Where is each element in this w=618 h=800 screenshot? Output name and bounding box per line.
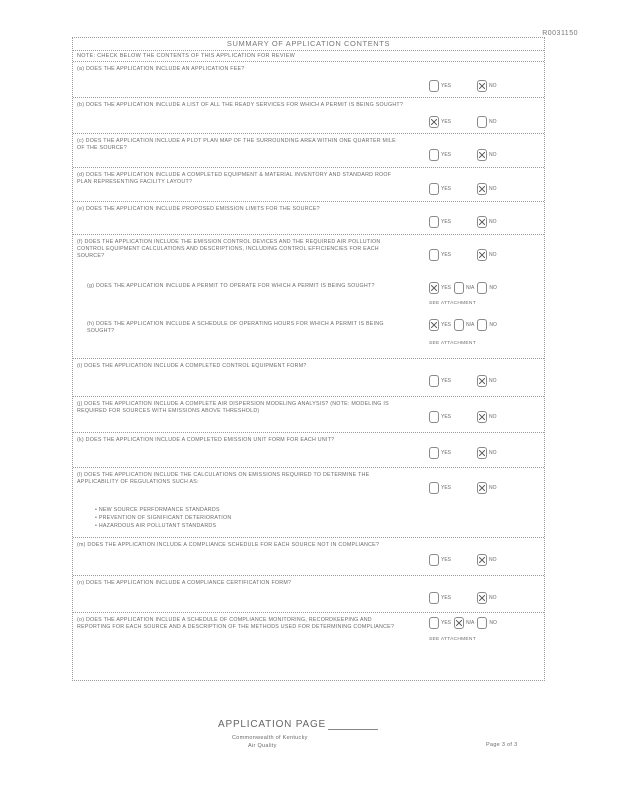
answer-group <box>429 617 500 629</box>
question-row <box>73 134 544 168</box>
yes-label: YES <box>441 186 452 192</box>
yes-checkbox[interactable] <box>429 375 439 387</box>
yes-checkbox[interactable] <box>429 592 439 604</box>
list-item: • HAZARDOUS AIR POLLUTANT STANDARDS <box>95 522 231 530</box>
no-checkbox[interactable] <box>477 216 487 228</box>
answer-group <box>429 216 523 228</box>
attachment-note: SEE ATTACHMENT <box>429 637 476 642</box>
question-row <box>73 538 544 576</box>
no-checkbox[interactable] <box>477 319 487 331</box>
yes-checkbox[interactable] <box>429 216 439 228</box>
answer-group <box>429 375 523 387</box>
form-subheading: NOTE: CHECK BELOW THE CONTENTS OF THIS APPLICATION FOR REVIEW <box>73 51 544 62</box>
no-label: NO <box>489 378 497 384</box>
question-text: (a) DOES THE APPLICATION INCLUDE AN APPLICATION FEE? <box>77 66 245 72</box>
yes-label: YES <box>441 119 452 125</box>
no-checkbox[interactable] <box>477 411 487 423</box>
yes-label: YES <box>441 378 452 384</box>
no-label: NO <box>489 414 497 420</box>
answer-group <box>429 183 523 195</box>
yes-label: YES <box>441 285 452 291</box>
yes-label: YES <box>441 83 452 89</box>
answer-group <box>429 249 523 261</box>
answer-group <box>429 554 523 566</box>
answer-group <box>429 411 523 423</box>
attachment-note: SEE ATTACHMENT <box>429 341 476 346</box>
na-label: N/A <box>466 285 475 291</box>
question-row <box>73 468 544 538</box>
footer-agency: Commonwealth of Kentucky <box>232 735 308 741</box>
no-checkbox[interactable] <box>477 149 487 161</box>
no-checkbox[interactable] <box>477 375 487 387</box>
regulation-list <box>95 506 231 530</box>
yes-checkbox[interactable] <box>429 617 439 629</box>
answer-group <box>429 80 523 92</box>
yes-checkbox[interactable] <box>429 282 439 294</box>
question-text: (n) DOES THE APPLICATION INCLUDE A COMPLIANCE CERTIFICATION FORM? <box>77 580 292 586</box>
question-row <box>73 168 544 202</box>
no-checkbox[interactable] <box>477 554 487 566</box>
footer-title: APPLICATION PAGE <box>218 719 378 730</box>
question-text: (k) DOES THE APPLICATION INCLUDE A COMPLETED EMISSION UNIT FORM FOR EACH UNIT? <box>77 437 335 443</box>
no-checkbox[interactable] <box>477 447 487 459</box>
question-text: (e) DOES THE APPLICATION INCLUDE PROPOSED EMISSION LIMITS FOR THE SOURCE? <box>77 206 320 212</box>
question-text: (m) DOES THE APPLICATION INCLUDE A COMPLIANCE SCHEDULE FOR EACH SOURCE NOT IN COMPLIANCE? <box>77 542 380 548</box>
question-text: (g) DOES THE APPLICATION INCLUDE A PERMIT TO OPERATE FOR WHICH A PERMIT IS BEING SOUGHT? <box>87 283 375 289</box>
answer-group <box>429 447 523 459</box>
form-title: SUMMARY OF APPLICATION CONTENTS <box>73 38 544 51</box>
na-checkbox[interactable] <box>454 319 464 331</box>
no-label: NO <box>489 620 497 626</box>
answer-group <box>429 592 523 604</box>
no-checkbox[interactable] <box>477 80 487 92</box>
yes-checkbox[interactable] <box>429 249 439 261</box>
list-item: • NEW SOURCE PERFORMANCE STANDARDS <box>95 506 231 514</box>
question-text: (f) DOES THE APPLICATION INCLUDE THE EMISSION CONTROL DEVICES AND THE REQUIRED AIR POLLUTION CONTROL EQUIPMENT CALCULATIONS AND DESCRIPTIONS, INCLUDING CONTROL EFFICIENCIES FOR EACH SOURCE? <box>77 239 381 259</box>
no-label: NO <box>489 450 497 456</box>
question-text: (j) DOES THE APPLICATION INCLUDE A COMPLETE AIR DISPERSION MODELING ANALYSIS? (NOTE: MODELING IS REQUIRED FOR SOURCES WITH EMISSIONS ABOVE THRESHOLD) <box>77 401 389 414</box>
question-row <box>73 235 544 359</box>
yes-checkbox[interactable] <box>429 149 439 161</box>
list-item: • PREVENTION OF SIGNIFICANT DETERIORATION <box>95 514 231 522</box>
answer-group <box>429 116 523 128</box>
footer-division: Air Quality <box>248 743 277 749</box>
question-row <box>73 359 544 397</box>
question-row <box>73 613 544 669</box>
yes-checkbox[interactable] <box>429 183 439 195</box>
answer-group <box>429 482 523 494</box>
na-checkbox[interactable] <box>454 617 464 629</box>
question-row <box>73 98 544 134</box>
question-text: (h) DOES THE APPLICATION INCLUDE A SCHEDULE OF OPERATING HOURS FOR WHICH A PERMIT IS BEING SOUGHT? <box>87 321 384 334</box>
question-row <box>73 202 544 235</box>
yes-label: YES <box>441 450 452 456</box>
yes-label: YES <box>441 414 452 420</box>
no-label: NO <box>489 322 497 328</box>
question-text: (b) DOES THE APPLICATION INCLUDE A LIST OF ALL THE READY SERVICES FOR WHICH A PERMIT IS BEING SOUGHT? <box>77 102 404 108</box>
no-checkbox[interactable] <box>477 592 487 604</box>
question-text: (i) DOES THE APPLICATION INCLUDE A COMPLETED CONTROL EQUIPMENT FORM? <box>77 363 307 369</box>
no-label: NO <box>489 219 497 225</box>
answer-group <box>429 282 500 294</box>
no-label: NO <box>489 252 497 258</box>
yes-label: YES <box>441 485 452 491</box>
no-label: NO <box>489 285 497 291</box>
na-checkbox[interactable] <box>454 282 464 294</box>
question-row <box>73 62 544 98</box>
yes-checkbox[interactable] <box>429 554 439 566</box>
yes-label: YES <box>441 620 452 626</box>
no-checkbox[interactable] <box>477 282 487 294</box>
answer-group <box>429 319 500 331</box>
no-label: NO <box>489 119 497 125</box>
attachment-note: SEE ATTACHMENT <box>429 301 476 306</box>
question-text: (c) DOES THE APPLICATION INCLUDE A PLOT PLAN MAP OF THE SURROUNDING AREA WITHIN ONE QUARTER MILE OF THE SOURCE? <box>77 138 396 151</box>
no-checkbox[interactable] <box>477 482 487 494</box>
no-checkbox[interactable] <box>477 249 487 261</box>
yes-label: YES <box>441 252 452 258</box>
question-row <box>73 576 544 613</box>
answer-group <box>429 149 523 161</box>
question-row <box>73 397 544 433</box>
yes-label: YES <box>441 557 452 563</box>
question-text: (o) DOES THE APPLICATION INCLUDE A SCHEDULE OF COMPLIANCE MONITORING, RECORDKEEPING AND REPORTING FOR EACH SOURCE AND A DESCRIPTION OF THE METHODS USED FOR DETERMINING COMPLIANCE? <box>77 617 395 630</box>
no-label: NO <box>489 485 497 491</box>
no-label: NO <box>489 152 497 158</box>
no-checkbox[interactable] <box>477 116 487 128</box>
no-label: NO <box>489 186 497 192</box>
yes-checkbox[interactable] <box>429 482 439 494</box>
question-row <box>73 433 544 468</box>
no-label: NO <box>489 557 497 563</box>
question-text: (d) DOES THE APPLICATION INCLUDE A COMPLETED EQUIPMENT & MATERIAL INVENTORY AND STANDARD ROOF PLAN REPRESENTING FACILITY LAYOUT? <box>77 172 392 185</box>
yes-checkbox[interactable] <box>429 319 439 331</box>
yes-checkbox[interactable] <box>429 116 439 128</box>
no-label: NO <box>489 595 497 601</box>
yes-checkbox[interactable] <box>429 80 439 92</box>
document-id: R0031150 <box>542 30 578 37</box>
page-number: Page 3 of 3 <box>486 742 518 748</box>
yes-checkbox[interactable] <box>429 447 439 459</box>
no-checkbox[interactable] <box>477 183 487 195</box>
question-text: (l) DOES THE APPLICATION INCLUDE THE CALCULATIONS ON EMISSIONS REQUIRED TO DETERMINE THE APPLICABILITY OF REGULATIONS SUCH AS: <box>77 472 370 485</box>
yes-checkbox[interactable] <box>429 411 439 423</box>
summary-form <box>72 37 545 681</box>
na-label: N/A <box>466 322 475 328</box>
yes-label: YES <box>441 595 452 601</box>
yes-label: YES <box>441 322 452 328</box>
yes-label: YES <box>441 152 452 158</box>
no-checkbox[interactable] <box>477 617 487 629</box>
no-label: NO <box>489 83 497 89</box>
na-label: N/A <box>466 620 475 626</box>
yes-label: YES <box>441 219 452 225</box>
